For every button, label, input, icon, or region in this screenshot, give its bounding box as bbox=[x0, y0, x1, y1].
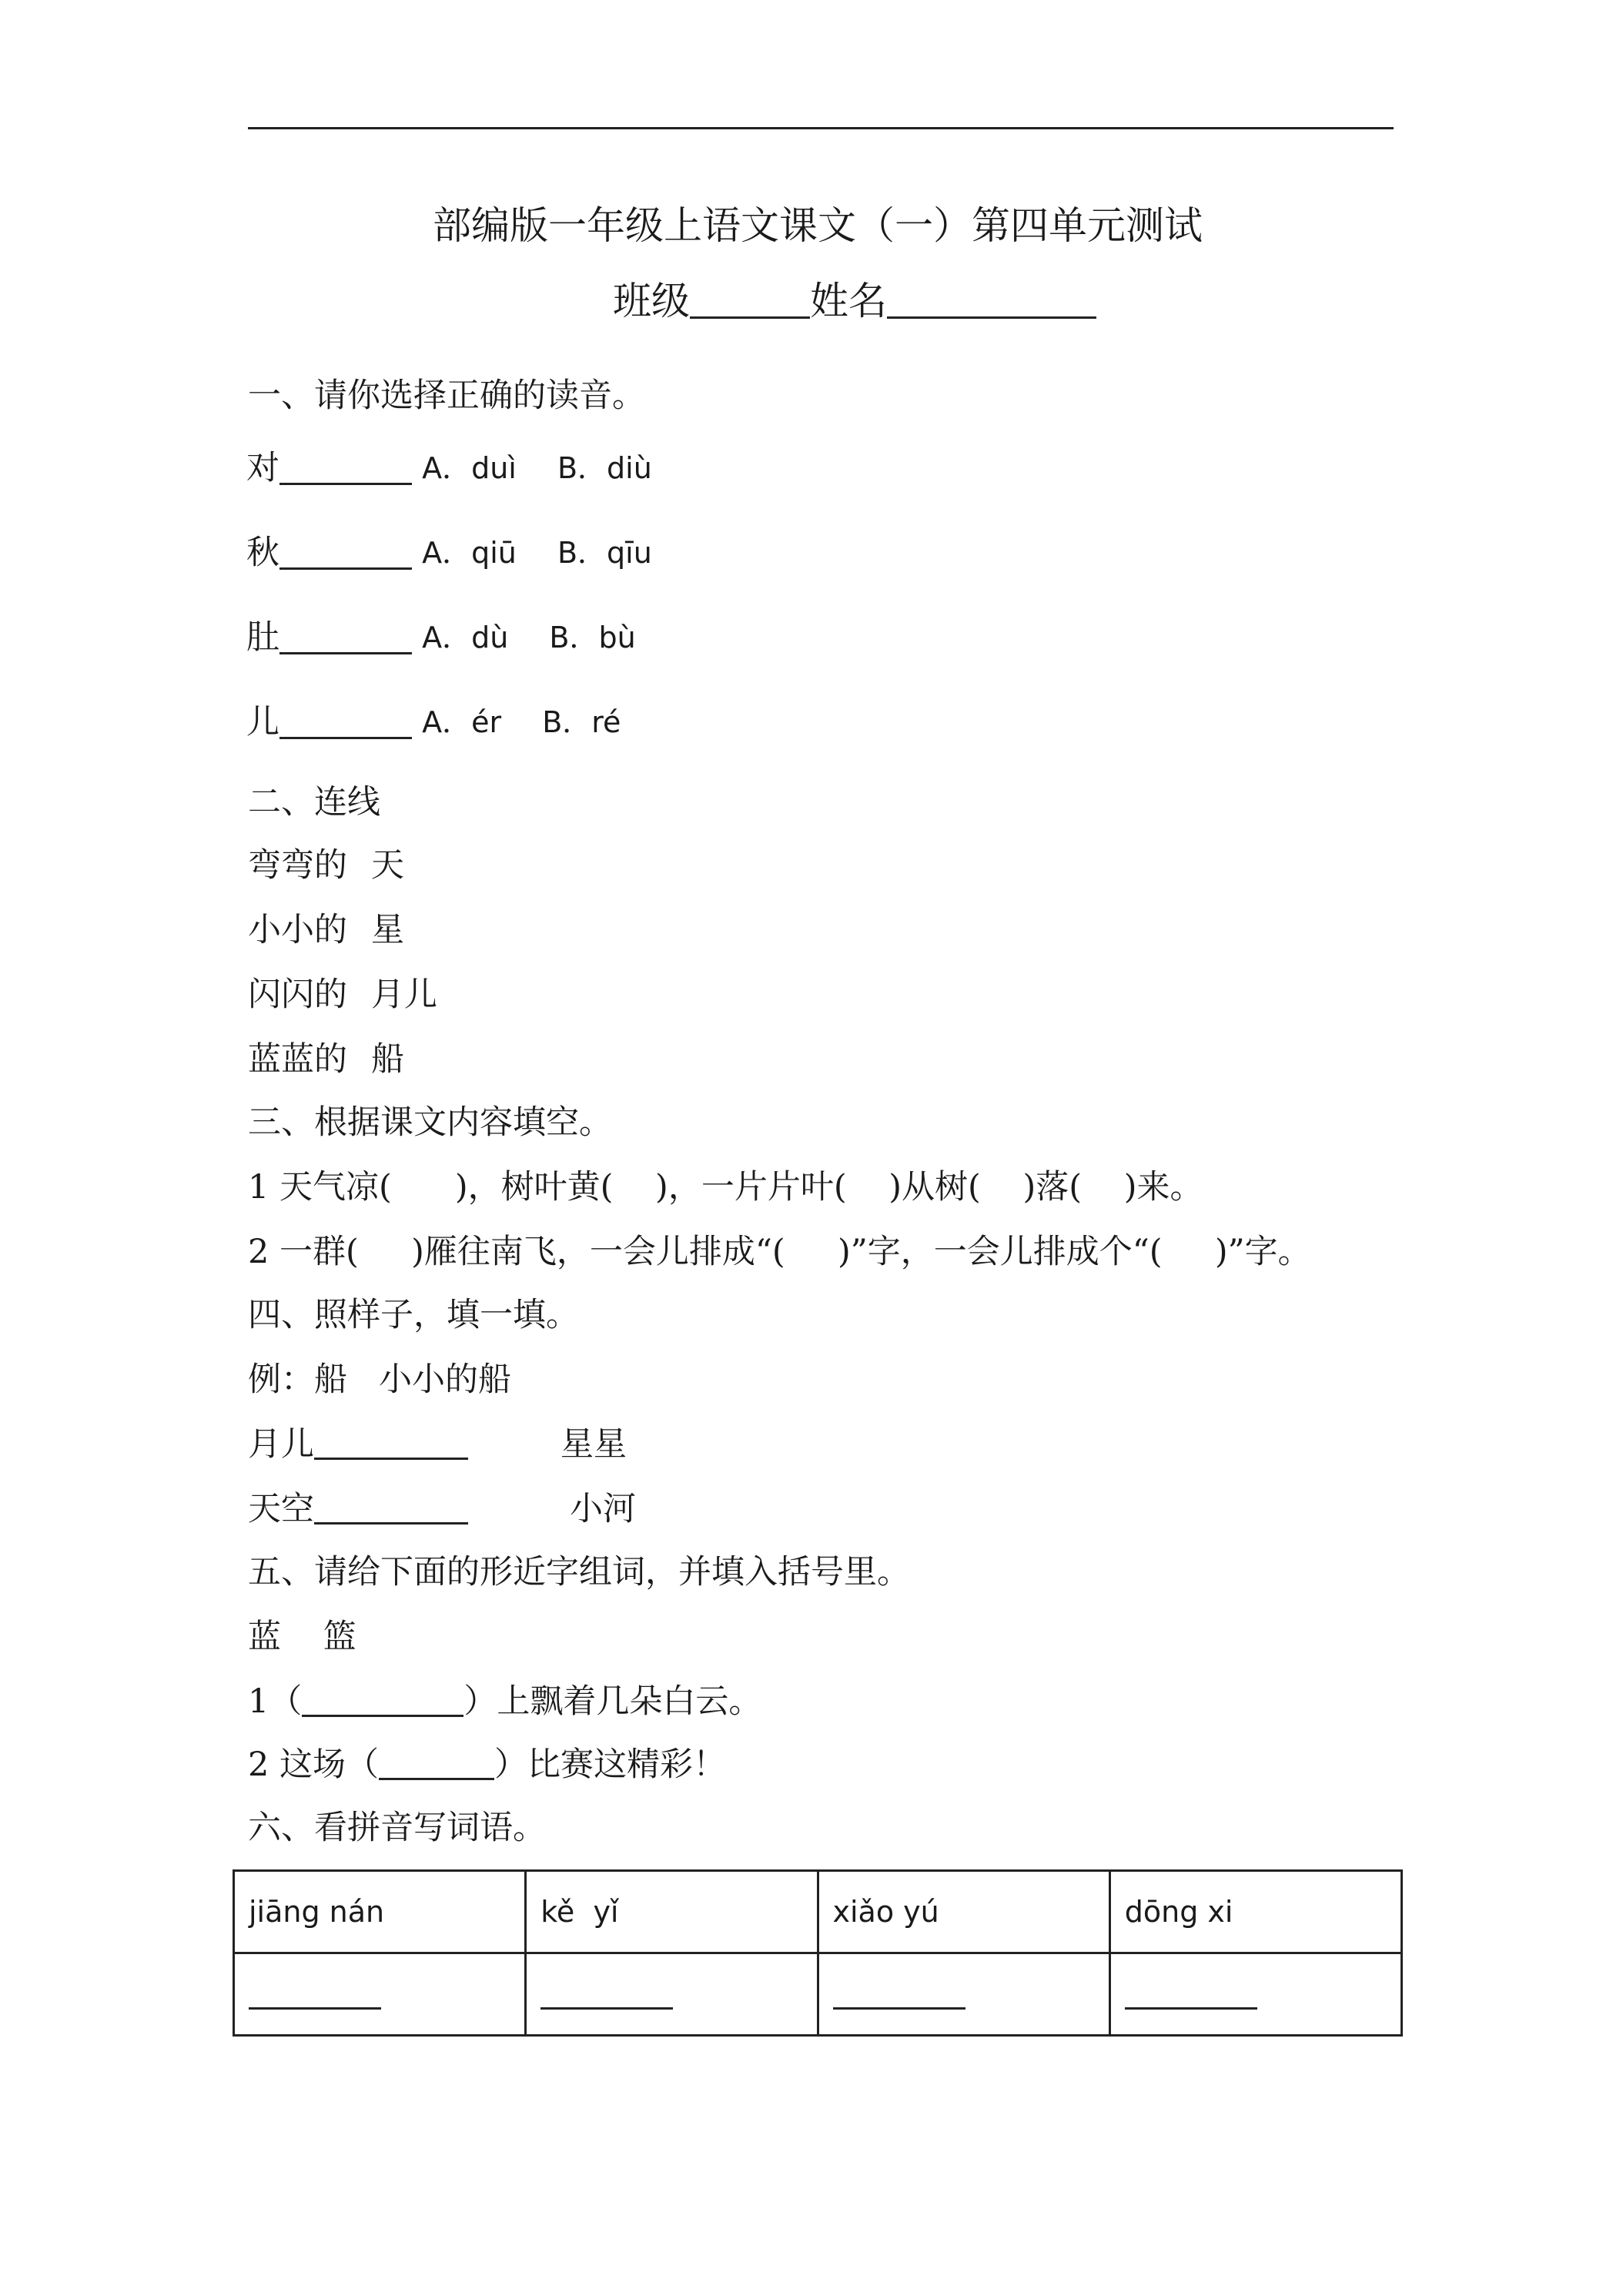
section-2-heading: 二、连线 bbox=[248, 783, 380, 822]
pinyin-cell bbox=[234, 1871, 526, 1953]
match-left[interactable]: 小小的 bbox=[248, 911, 347, 949]
pattern-blank[interactable] bbox=[314, 1491, 468, 1525]
pattern-blank[interactable] bbox=[314, 1427, 468, 1460]
question-suffix: ）上飘着几朵白云。 bbox=[463, 1682, 762, 1721]
word-question-1 bbox=[248, 1678, 761, 1725]
choice-item bbox=[246, 614, 636, 661]
question-prefix: 2 这场（ bbox=[248, 1745, 380, 1784]
option-b: B．bù bbox=[549, 621, 636, 654]
choice-item bbox=[246, 530, 652, 576]
example-line: 例：船 小小的船 bbox=[248, 1361, 512, 1399]
name-label: 姓名 bbox=[810, 279, 887, 323]
answer-line[interactable] bbox=[833, 1976, 965, 2010]
answer-line[interactable] bbox=[1125, 1976, 1257, 2010]
pinyin-text: dōng xi bbox=[1124, 1895, 1233, 1929]
answer-blank[interactable] bbox=[279, 537, 412, 570]
similar-chars: 蓝 篮 bbox=[248, 1618, 356, 1656]
section-4-heading: 四、照样子，填一填。 bbox=[248, 1296, 579, 1334]
option-a: A．dù bbox=[422, 621, 509, 654]
answer-line[interactable] bbox=[540, 1976, 673, 2010]
section-5-heading: 五、请给下面的形近字组词，并填入括号里。 bbox=[248, 1553, 910, 1591]
match-right[interactable]: 星 bbox=[371, 911, 404, 949]
pattern-word: 月儿 bbox=[248, 1425, 314, 1464]
answer-cell[interactable] bbox=[526, 1953, 818, 2036]
pinyin-text: xiǎo yú bbox=[832, 1895, 939, 1929]
match-right[interactable]: 船 bbox=[371, 1040, 404, 1079]
answer-cell[interactable] bbox=[1109, 1953, 1401, 2036]
option-b: B．qīu bbox=[557, 536, 652, 570]
answer-blank[interactable] bbox=[279, 452, 412, 485]
option-a: A．qiū bbox=[422, 536, 517, 570]
pinyin-text: jiāng nán bbox=[249, 1895, 385, 1929]
choice-char: 对 bbox=[246, 449, 279, 487]
section-1-heading: 一、请你选择正确的读音。 bbox=[248, 377, 645, 415]
answer-line[interactable] bbox=[249, 1976, 381, 2010]
top-rule bbox=[248, 127, 1394, 129]
pattern-row bbox=[248, 1486, 468, 1532]
class-label: 班级 bbox=[613, 279, 690, 323]
pattern-word: 星星 bbox=[561, 1425, 627, 1464]
choice-char: 秋 bbox=[246, 534, 279, 572]
answer-blank[interactable] bbox=[279, 706, 412, 739]
page-title: 部编版一年级上语文课文（一）第四单元测试 bbox=[433, 203, 1203, 248]
question-suffix: ）比赛这精彩！ bbox=[494, 1745, 727, 1784]
option-a: A．duì bbox=[422, 451, 517, 485]
match-left[interactable]: 蓝蓝的 bbox=[248, 1040, 347, 1079]
pinyin-cell bbox=[1109, 1871, 1401, 1953]
section-3-heading: 三、根据课文内容填空。 bbox=[248, 1103, 612, 1142]
pinyin-cell bbox=[818, 1871, 1109, 1953]
pinyin-table bbox=[233, 1869, 1403, 2037]
match-right[interactable]: 月儿 bbox=[371, 976, 437, 1014]
option-b: B．ré bbox=[542, 705, 621, 739]
choice-item bbox=[246, 445, 652, 491]
question-prefix: 1（ bbox=[248, 1682, 303, 1721]
word-blank[interactable] bbox=[379, 1747, 494, 1780]
choice-char: 肚 bbox=[246, 618, 279, 657]
class-name-line bbox=[613, 274, 1096, 328]
answer-blank[interactable] bbox=[279, 621, 412, 654]
name-blank[interactable] bbox=[887, 286, 1096, 319]
pinyin-cell bbox=[526, 1871, 818, 1953]
choice-char: 儿 bbox=[246, 703, 279, 741]
word-question-2 bbox=[248, 1742, 726, 1788]
match-right[interactable]: 天 bbox=[371, 846, 404, 885]
answer-cell[interactable] bbox=[234, 1953, 526, 2036]
fill-in-line-2[interactable]: 2 一群( )雁往南飞，一会儿排成“( )”字，一会儿排成个“( )”字。 bbox=[248, 1233, 1311, 1271]
class-blank[interactable] bbox=[690, 286, 810, 319]
answer-row bbox=[234, 1953, 1402, 2036]
word-blank[interactable] bbox=[302, 1684, 463, 1717]
option-a: A．ér bbox=[422, 705, 502, 739]
match-left[interactable]: 弯弯的 bbox=[248, 846, 347, 885]
match-left[interactable]: 闪闪的 bbox=[248, 976, 347, 1014]
fill-in-line-1[interactable]: 1 天气凉( )，树叶黄( )，一片片叶( )从树( )落( )来。 bbox=[248, 1168, 1203, 1207]
pattern-word: 天空 bbox=[248, 1490, 314, 1528]
section-6-heading: 六、看拼音写词语。 bbox=[248, 1809, 546, 1847]
pattern-word: 小河 bbox=[570, 1490, 636, 1528]
pinyin-text: kě yǐ bbox=[540, 1895, 619, 1929]
answer-cell[interactable] bbox=[818, 1953, 1109, 2036]
pinyin-row bbox=[234, 1871, 1402, 1953]
option-b: B．diù bbox=[557, 451, 652, 485]
pattern-row bbox=[248, 1421, 468, 1468]
choice-item bbox=[246, 699, 621, 745]
